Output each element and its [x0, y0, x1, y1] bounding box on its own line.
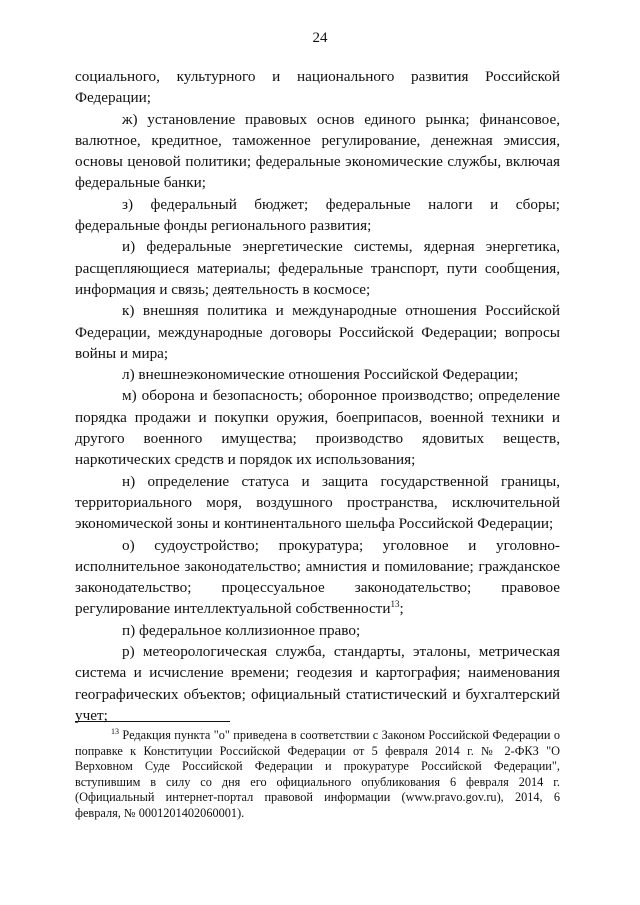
- paragraph: з) федеральный бюджет; федеральные налоги и сборы; федеральные фонды регионального развития;: [75, 195, 560, 235]
- paragraph: к) внешняя политика и международные отношения Российской Федерации, международные договоры Российской Федерации; вопросы войны и мира;: [75, 302, 560, 362]
- page-number: 24: [312, 30, 328, 46]
- paragraph: п) федеральное коллизионное право;: [122, 621, 361, 639]
- document-body: [75, 66, 560, 726]
- paragraph-o-text: о) судоустройство; прокуратура; уголовное и уголовно-исполнительное законодательство; амнистия и помилование; гражданское законодательство; процессуальное законодательство; правовое регулирование интеллектуальной собственности: [75, 536, 560, 618]
- paragraph: ж) установление правовых основ единого рынка; финансовое, валютное, кредитное, таможенное регулирование, денежная эмиссия, основы ценовой политики; федеральные экономические службы, включая федеральные банки;: [75, 110, 560, 192]
- footnote-number: 13: [111, 727, 119, 736]
- footnote-reference-suffix: ;: [399, 600, 404, 618]
- paragraph: социального, культурного и национального развития Российской Федерации;: [75, 68, 560, 107]
- footnote-text: Редакция пункта "о" приведена в соответствии с Законом Российской Федерации о поправке к Конституции Российской Федерации от 5 февраля 2014 г. № 2-ФКЗ "О Верховном Суде Российской Федерации и прокуратуре Российской Федерации", вступившим в силу со дня его официального опубликования 6 февраля 2014 г. (Официальный интернет-портал правовой информации (www.pravo.gov.ru), 2014, 6 февраля, № 0001201402060001).: [75, 728, 560, 820]
- footnote-divider: [75, 721, 230, 722]
- paragraph-o: [75, 535, 560, 620]
- paragraph: м) оборона и безопасность; оборонное производство; определение порядка продажи и покупки оружия, боеприпасов, военной техники и другого военного имущества; производство ядовитых веществ, наркотических средств и порядок их использования;: [75, 387, 560, 469]
- footnote: [75, 728, 560, 822]
- footnote-reference[interactable]: 13: [390, 599, 400, 610]
- paragraph: н) определение статуса и защита государственной границы, территориального моря, воздушного пространства, исключительной экономической зоны и континентального шельфа Российской Федерации;: [75, 472, 560, 533]
- paragraph: л) внешнеэкономические отношения Российской Федерации;: [122, 366, 519, 384]
- paragraph: и) федеральные энергетические системы, ядерная энергетика, расщепляющиеся материалы; федеральные транспорт, пути сообщения, информация и связь; деятельность в космосе;: [75, 238, 560, 298]
- paragraph: р) метеорологическая служба, стандарты, эталоны, метрическая система и исчисление времени; геодезия и картография; наименования географических объектов; официальный статистический и бухгалтерский учет;: [75, 643, 560, 724]
